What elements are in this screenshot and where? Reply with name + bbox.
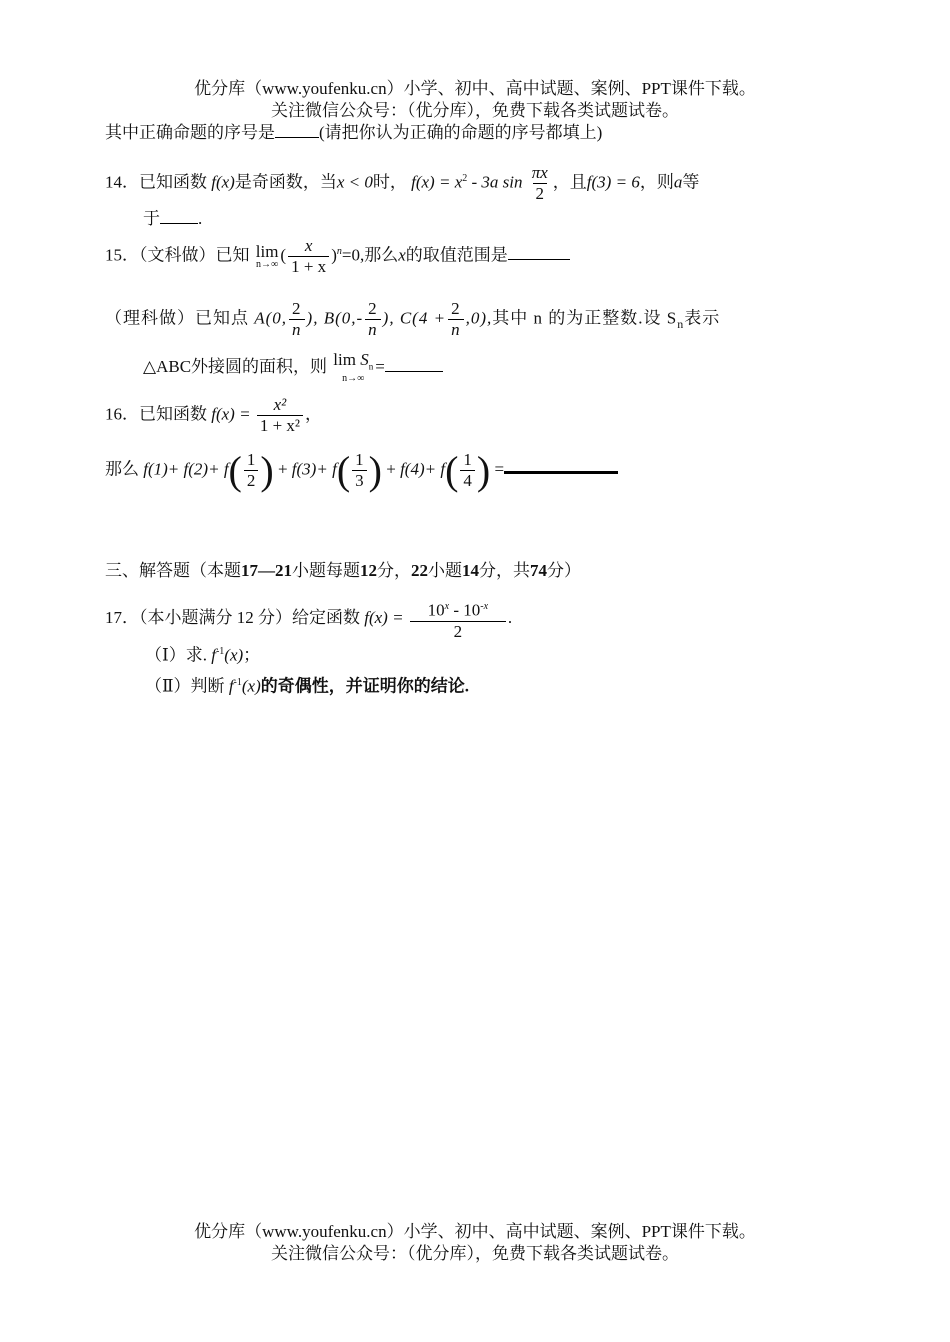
q16-f-quarter: f [440,459,446,479]
q16-half-num: 1 [246,450,256,469]
q14-line2-text: 于 [143,209,160,228]
footer-line-2: 关注微信公众号：（优分库），免费下载各类试题试卷。 [271,1244,679,1263]
q14-text-3: 时， [372,172,407,192]
question-14-line-2 [143,207,202,231]
q15-frac-b-num: 2 [368,299,378,318]
sec3-b1: 17—21 [241,561,292,580]
q17-p2-inv: -1 [233,677,242,688]
q16-text-1: 已知函数 [139,404,207,424]
q15-text-1: =0,那么 [341,245,399,265]
q16-f-half: f [223,459,229,479]
q15-frac-c-num: 2 [451,299,461,318]
q16-half-den: 2 [244,470,259,491]
q15-point-a: A(0, [254,308,288,328]
q17-frac-num [425,597,491,621]
sec3-d: 小题 [428,561,462,580]
q15-line3-b: = [375,357,385,377]
sec3-b: 小题每题 [292,561,360,580]
q14-text-2: 是奇函数，当 [234,172,337,192]
question-17 [105,597,512,642]
q14-equation-mid: - 3a sin [467,172,523,192]
q17-minus: - 10 [449,600,481,620]
answer-blank [504,461,618,474]
question-16 [105,395,322,436]
q15-S-sub: n [368,361,374,372]
q14-number: 14． [105,172,139,192]
q15-number: 15． [105,245,139,265]
q15-tag: （文科做）已知 [139,245,250,265]
q15-S: S [360,350,369,369]
q15-var: x [398,245,406,265]
q16-frac-den: 1 + x² [257,415,303,436]
q15-line3-a: △ABC外接圆的面积，则 [143,357,328,377]
q17-p1-x: (x) [224,645,244,665]
q14-text-6: 等 [682,172,700,192]
sec3-c: 分， [377,561,411,580]
q17-p2-text: 的奇偶性，并证明你的结论. [260,676,470,696]
q14-given: f(3) = 6 [586,172,640,192]
q14-end: . [198,209,203,228]
q15-frac-c-den: n [448,319,464,340]
q14-condition: x < 0 [336,172,373,192]
q16-quarter-num: 1 [463,450,472,469]
q15-lim-word: lim [333,350,356,369]
q14-text-4: ，且 [552,172,587,192]
q14-frac-num: πx [531,163,548,182]
q17-end: . [507,608,513,628]
section-3-title [105,559,581,583]
q15-point-c-end: ,0), [465,308,493,328]
q16-plus-2: + [386,459,396,479]
q13-suffix: (请把你认为正确的命题的序号都填上) [319,123,603,142]
q14-fraction [529,163,551,204]
q14-text-5: ，则 [639,172,674,192]
q17-part-2 [145,671,469,699]
q16-third-num: 1 [355,450,364,469]
q16-paren-quarter: ( $\frac{1}{4}$ ) [445,447,491,493]
q15-frac-b [365,299,381,340]
q17-p1-f: f [211,645,216,665]
q14-var: a [673,172,683,192]
q15-limit [255,241,279,270]
answer-blank [508,243,570,260]
q15-lim-2 [333,352,373,374]
sec3-b4: 14 [462,561,479,580]
q15-frac-a [289,299,305,340]
q17-part-1 [145,640,260,668]
q17-exp-2: -x [480,601,489,612]
q15-limit-2 [333,352,373,384]
q16-plus-1: + [277,459,288,479]
sec3-b2: 12 [360,561,377,580]
q17-p1-inv: -1 [215,646,225,657]
q14-equation-lhs: f(x) = x [411,172,463,192]
q16-f2: f(2)+ [183,459,220,479]
q17-frac-den: 2 [410,621,506,642]
q16-eq: = [494,459,505,479]
q17-p2-f: f [228,676,234,696]
question-14 [105,163,699,204]
q15-frac-b-den: n [365,319,381,340]
q15-lim-sub: n→∞ [256,258,279,270]
q17-number: 17． [105,608,139,628]
answer-blank [160,207,198,224]
q15-sub-n: n [677,316,685,331]
header-line-2: 关注微信公众号：（优分库），免费下载各类试题试卷。 [271,101,679,120]
q16-f3: f(3)+ [291,459,328,479]
q16-f4: f(4)+ [400,459,437,479]
q17-p2-label: （Ⅱ）判断 [145,676,225,696]
q17-p2-x: (x) [241,676,261,696]
q17-ten-1: 10 [427,600,445,620]
q15-frac-den: 1 + x [288,256,329,277]
q16-paren-third: ( $\frac{1}{3}$ ) [336,447,382,493]
q15-text-4: 表示 [684,308,721,328]
answer-blank [385,355,443,372]
q16-fx: f(x) = [211,404,251,424]
q16-quarter-den: 4 [460,470,475,491]
q14-frac-den: 2 [533,183,548,204]
q15-frac-a-num: 2 [292,299,302,318]
q14-exponent: 2 [462,172,468,184]
q17-fx: f(x) = [364,608,404,628]
q16-then: 那么 [105,459,139,479]
q16-f-third: f [332,459,337,479]
q16-number: 16． [105,404,139,424]
footer-line-1: 优分库（www.youfenku.cn）小学、初中、高中试题、案例、PPT课件下载。 [194,1222,756,1241]
q15-text-2: 的取值范围是 [405,245,508,265]
sec3-f: 分） [547,561,581,580]
question-15-line-3 [143,352,443,384]
q16-fraction [257,395,303,436]
sec3-e: 分，共 [479,561,530,580]
q14-fx: f(x) [211,172,235,192]
q17-exp-1: x [444,601,450,612]
q15-lim: lim [255,241,279,261]
sec3-b5: 74 [530,561,547,580]
question-15: 15．（文科做）已知 lim n→∞ ( $\frac{x}{1 + x}$ )$^n$=0,那么x的取值范围是 [105,236,570,277]
q15-frac-c [448,299,464,340]
q14-text-1: 已知函数 [139,172,207,192]
q15-frac-num: x [304,236,313,255]
q16-frac-num: x² [273,395,287,414]
q15-lim-sub-2: n→∞ [342,373,365,385]
q16-f1: f(1)+ [143,459,180,479]
q15-frac-a-den: n [289,319,305,340]
q16-paren-half: ( $\frac{1}{2}$ ) [228,447,274,493]
q15-point-c: ), C(4 + [382,308,447,328]
sec3-a: 三、解答题（本题 [105,561,241,580]
question-16-sum [105,447,618,493]
q16-third-den: 3 [352,470,367,491]
q16-comma: ， [305,404,322,424]
question-15-science [105,299,720,340]
q13-tail [105,121,602,145]
header-line-1: 优分库（www.youfenku.cn）小学、初中、高中试题、案例、PPT课件下载。 [194,79,756,98]
q15-fraction [288,236,329,277]
q17-fraction [410,597,506,642]
q17-p1-end: ； [243,645,261,665]
q17-text-1: （本小题满分 12 分）给定函数 [139,608,360,628]
q15-text-3: 其中 n 的为正整数.设 S [492,308,678,328]
q15-exp: n [336,245,342,257]
q15-point-b: ), B(0,- [306,308,364,328]
sec3-b3: 22 [411,561,428,580]
q15-sci-tag: （理科做）已知点 [105,308,249,328]
q13-prefix: 其中正确命题的序号是 [105,123,275,142]
q17-p1-label: （Ⅰ）求. [145,645,207,665]
answer-blank [275,121,319,138]
